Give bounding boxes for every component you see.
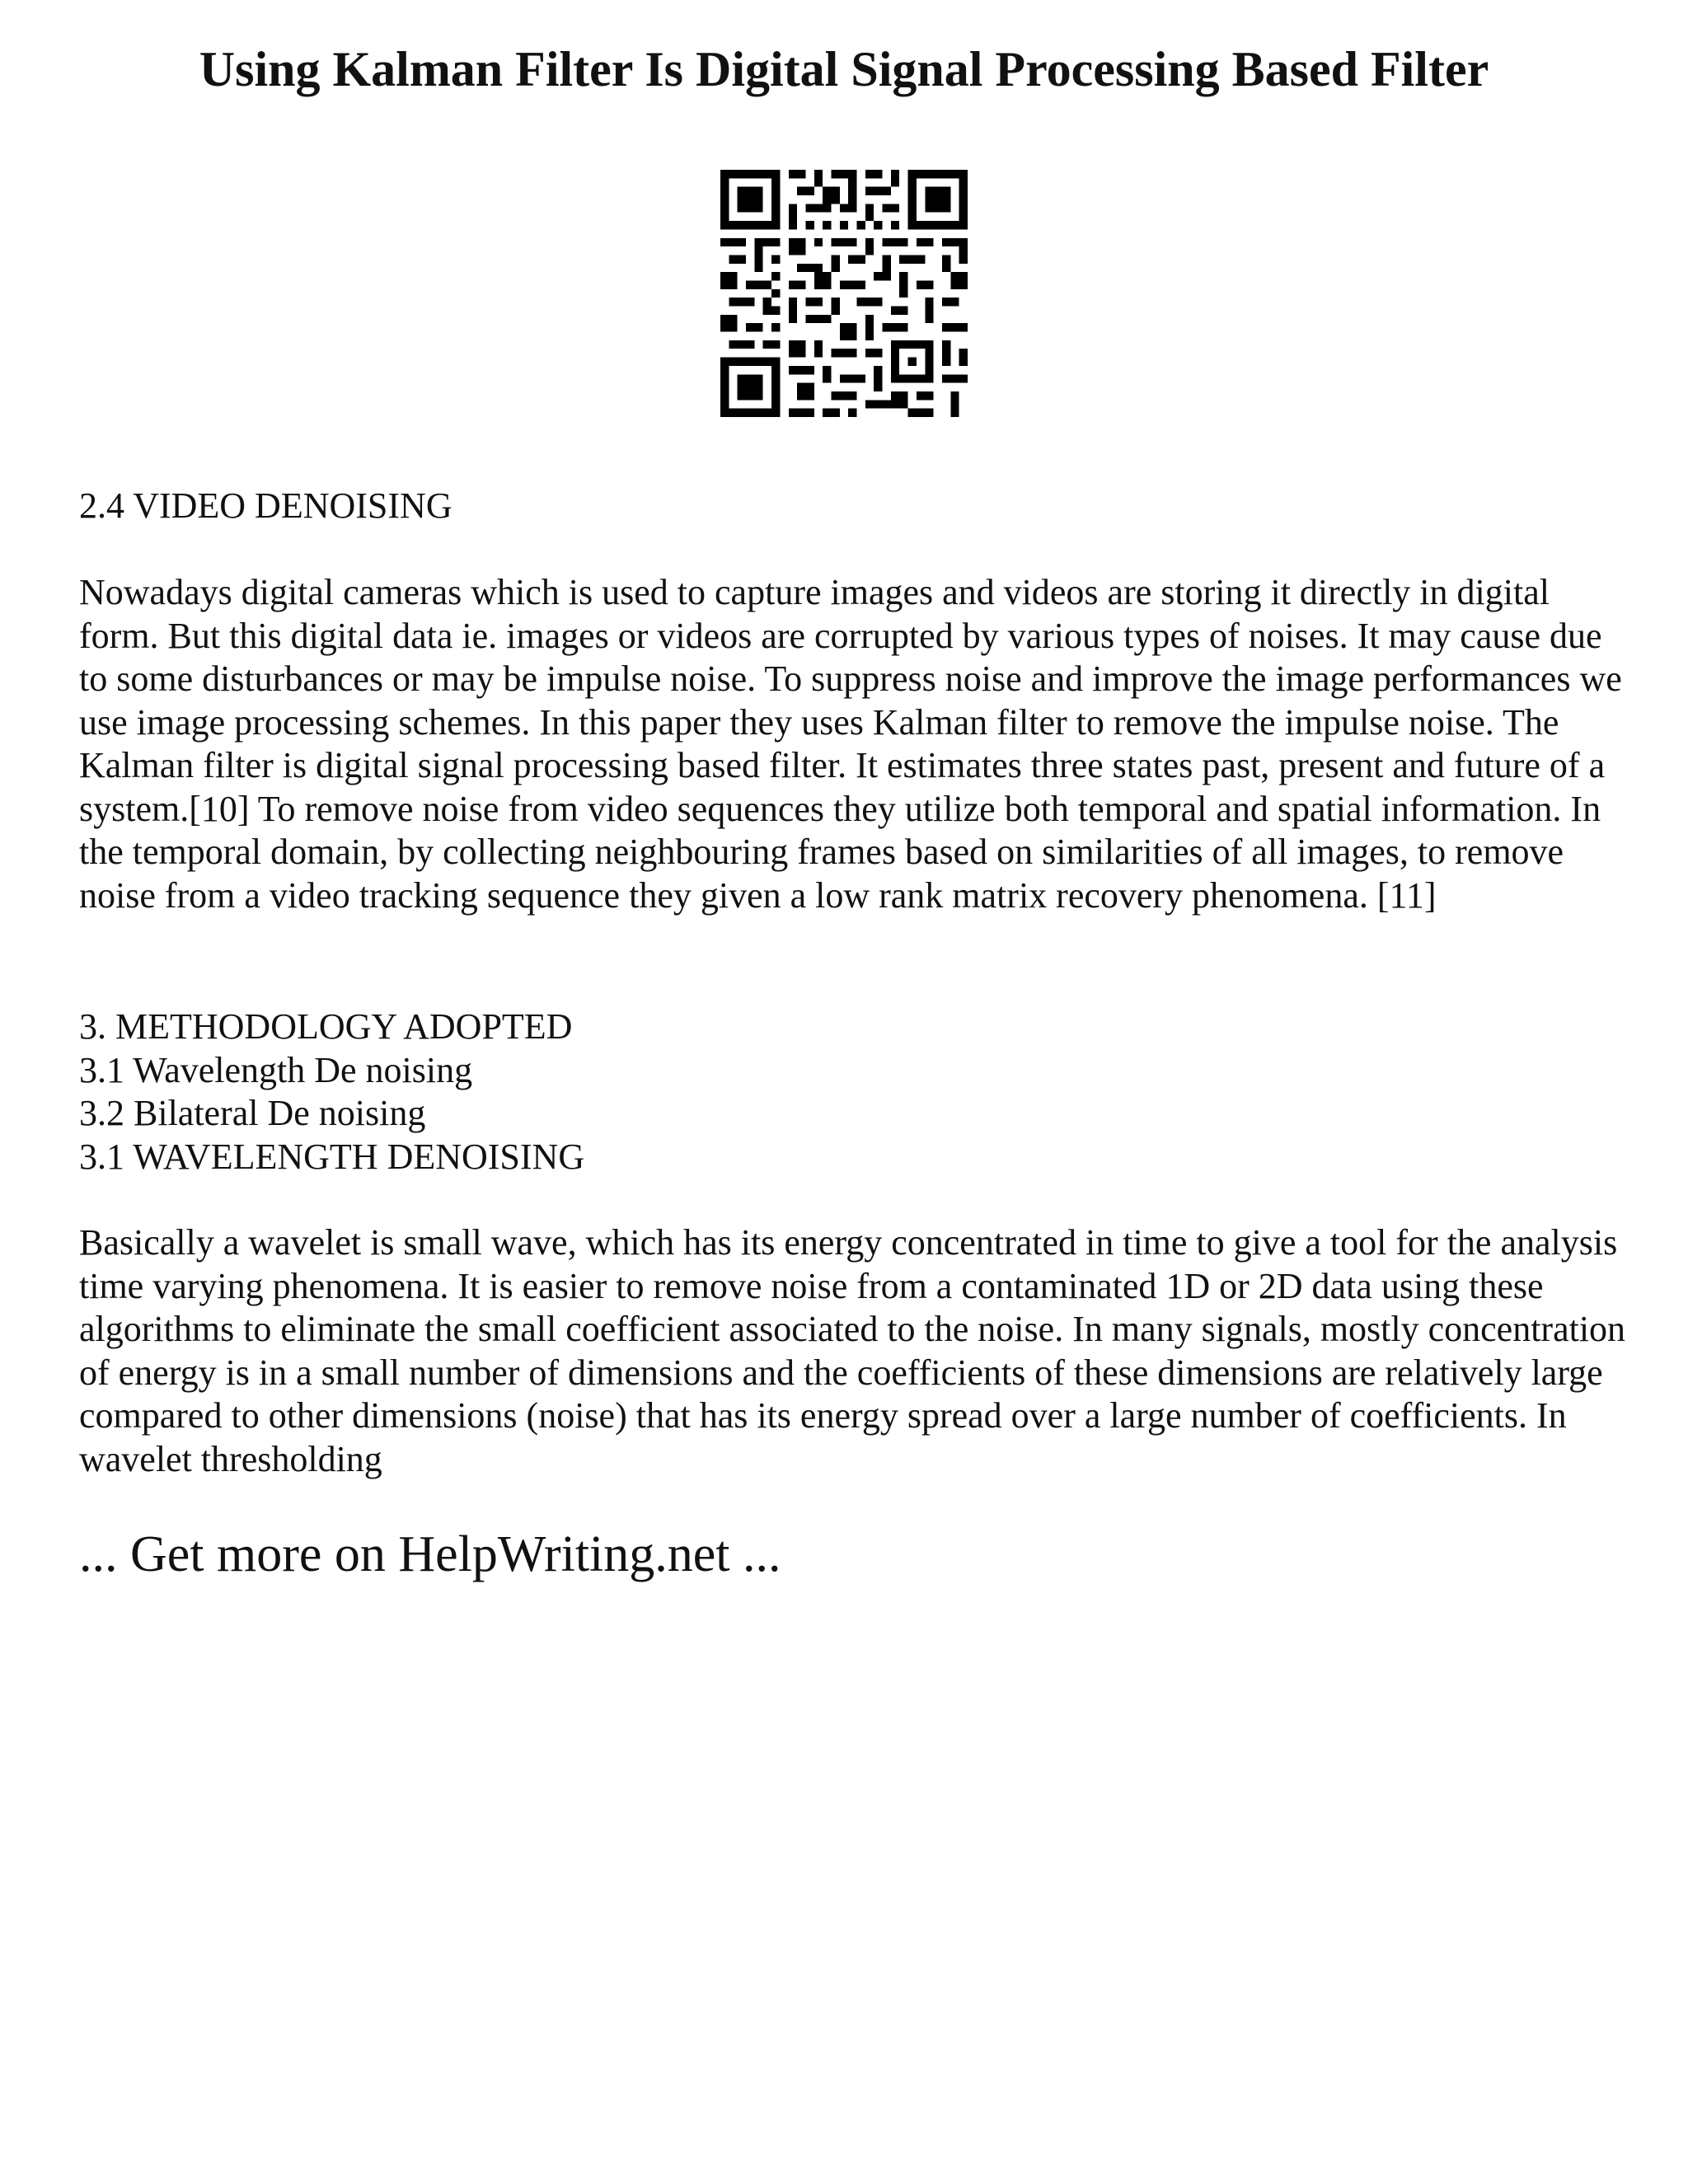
page-title: Using Kalman Filter Is Digital Signal Processing Based Filter: [199, 42, 1489, 96]
get-more-link[interactable]: ... Get more on HelpWriting.net ...: [79, 1526, 781, 1582]
methodology-list: [79, 1005, 1629, 1179]
qr-code-icon[interactable]: [720, 170, 968, 417]
section-heading-wavelength-denoising: 3.1 WAVELENGTH DENOISING: [79, 1136, 585, 1177]
section-heading-video-denoising: 2.4 VIDEO DENOISING: [79, 485, 452, 526]
methodology-heading: 3. METHODOLOGY ADOPTED: [79, 1006, 573, 1047]
paragraph-video-denoising: Nowadays digital cameras which is used to capture images and videos are storing it directly in digital form. But this digital data ie. images or videos are corrupted by various types of noises. It may cause due to some disturbances or may be impulse noise. To suppress noise and improve the image performances we use image processing schemes. In this paper they uses Kalman filter to remove the impulse noise. The Kalman filter is digital signal processing based filter. It estimates three states past, present and future of a system.[10] To remove noise from video sequences they utilize both temporal and spatial information. In the temporal domain, by collecting neighbouring frames based on similarities of all images, to remove noise from a video tracking sequence they given a low rank matrix recovery phenomena. [11]: [79, 572, 1622, 916]
paragraph-wavelet: Basically a wavelet is small wave, which has its energy concentrated in time to give a tool for the analysis time varying phenomena. It is easier to remove noise from a contaminated 1D or 2D data using these algorithms to eliminate the small coefficient associated to the noise. In many signals, mostly concentration of energy is in a small number of dimensions and the coefficients of these dimensions are relatively large compared to other dimensions (noise) that has its energy spread over a large number of coefficients. In wavelet thresholding: [79, 1222, 1626, 1479]
methodology-item-wavelength: 3.1 Wavelength De noising: [79, 1049, 473, 1090]
methodology-item-bilateral: 3.2 Bilateral De noising: [79, 1093, 426, 1133]
